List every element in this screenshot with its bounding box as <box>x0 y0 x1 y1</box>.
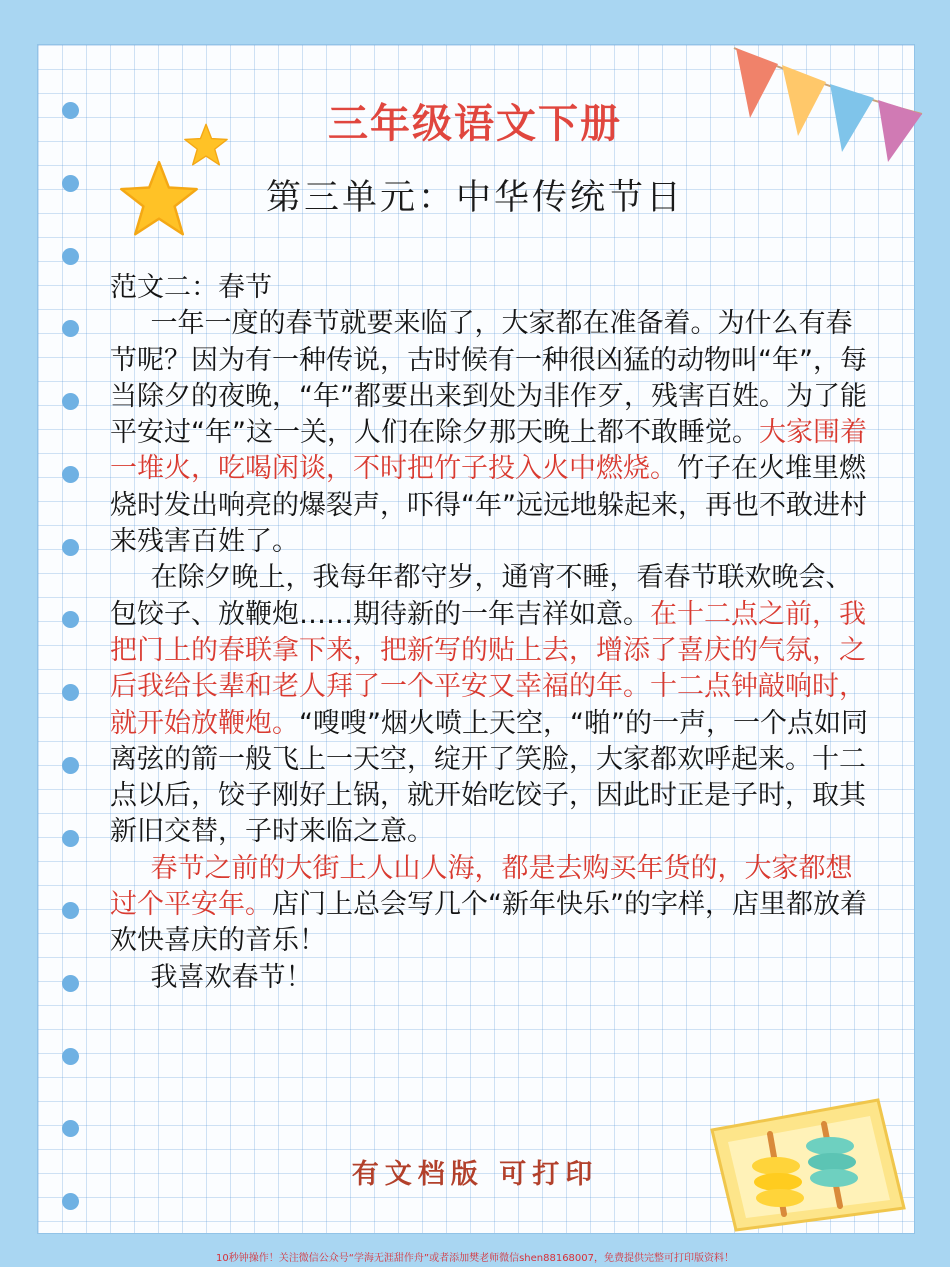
binder-hole <box>62 975 79 992</box>
binder-hole <box>62 1048 79 1065</box>
binder-hole <box>62 539 79 556</box>
text-run: 一年一度的春节就要来临了，大家都在准备着。为什么有春节呢？因为有一种传说，古时候有一种很凶猛的动物叫“年”，每当除夕的夜晚，“年”都要出来到处为非作歹，残害百姓。为了能平安过“年”这一关，人们在除夕那天晚上都不敢睡觉。 <box>110 308 867 449</box>
binder-hole <box>62 902 79 919</box>
binder-hole <box>62 830 79 847</box>
text-run: 店门上总会写几个“新年快乐”的字样，店里都放着欢快喜庆的音乐！ <box>110 889 867 957</box>
unit-subtitle: 第三单元：中华传统节日 <box>265 178 684 218</box>
binder-hole <box>62 1193 79 1210</box>
essay-body <box>110 270 872 996</box>
binder-hole <box>62 248 79 265</box>
abacus-icon <box>708 1088 908 1233</box>
binder-hole <box>62 466 79 483</box>
text-run: 竹子在火堆里燃烧时发出响亮的爆裂声，吓得“年”远远地躲起来，再也不敢进村来残害百姓了。 <box>110 453 867 558</box>
binder-hole <box>62 757 79 774</box>
essay-heading: 范文二：春节 <box>110 272 272 303</box>
printable-tag: 有文档版 可打印 <box>351 1159 599 1190</box>
binder-hole <box>62 611 79 628</box>
promo-banner: 10秒钟操作！关注微信公众号“学海无涯甜作舟”或者添加樊老师微信shen88168007，免费提供完整可打印版资料！ <box>215 1253 735 1264</box>
highlighted-text: 春节之前的大街上人山人海，都是去购买年货的，大家都想过个平安年。 <box>110 852 853 921</box>
text-run: 在除夕晚上，我每年都守岁，通宵不睡，看春节联欢晚会、包饺子、放鞭炮……期待新的一年吉祥如意。 <box>110 562 853 630</box>
page-title: 三年级语文下册 <box>328 101 622 147</box>
binder-hole <box>62 684 79 701</box>
essay-paragraph-2 <box>110 560 872 850</box>
highlighted-text: 在十二点之前，我把门上的春联拿下来，把新写的贴上去，增添了喜庆的气氛，之后我给长辈和老人拜了一个平安又幸福的年。十二点钟敲响时，就开始放鞭炮。 <box>110 598 866 739</box>
highlighted-text: 大家围着一堆火，吃喝闲谈，不时把竹子投入火中燃烧。 <box>110 417 867 485</box>
binder-hole <box>62 1120 79 1137</box>
essay-closing: 我喜欢春节！ <box>150 961 313 993</box>
binder-hole <box>62 320 79 337</box>
essay-paragraph-1 <box>110 306 872 560</box>
essay-paragraph-3 <box>110 851 872 960</box>
text-run: “嗖嗖”烟火喷上天空，“啪”的一声，一个点如同离弦的箭一般飞上一天空，绽开了笑脸，大家都欢呼起来。十二点以后，饺子刚好上锅，就开始吃饺子，因此时正是子时，取其新旧交替，子时来临之意。 <box>110 707 868 848</box>
binder-hole <box>62 393 79 410</box>
